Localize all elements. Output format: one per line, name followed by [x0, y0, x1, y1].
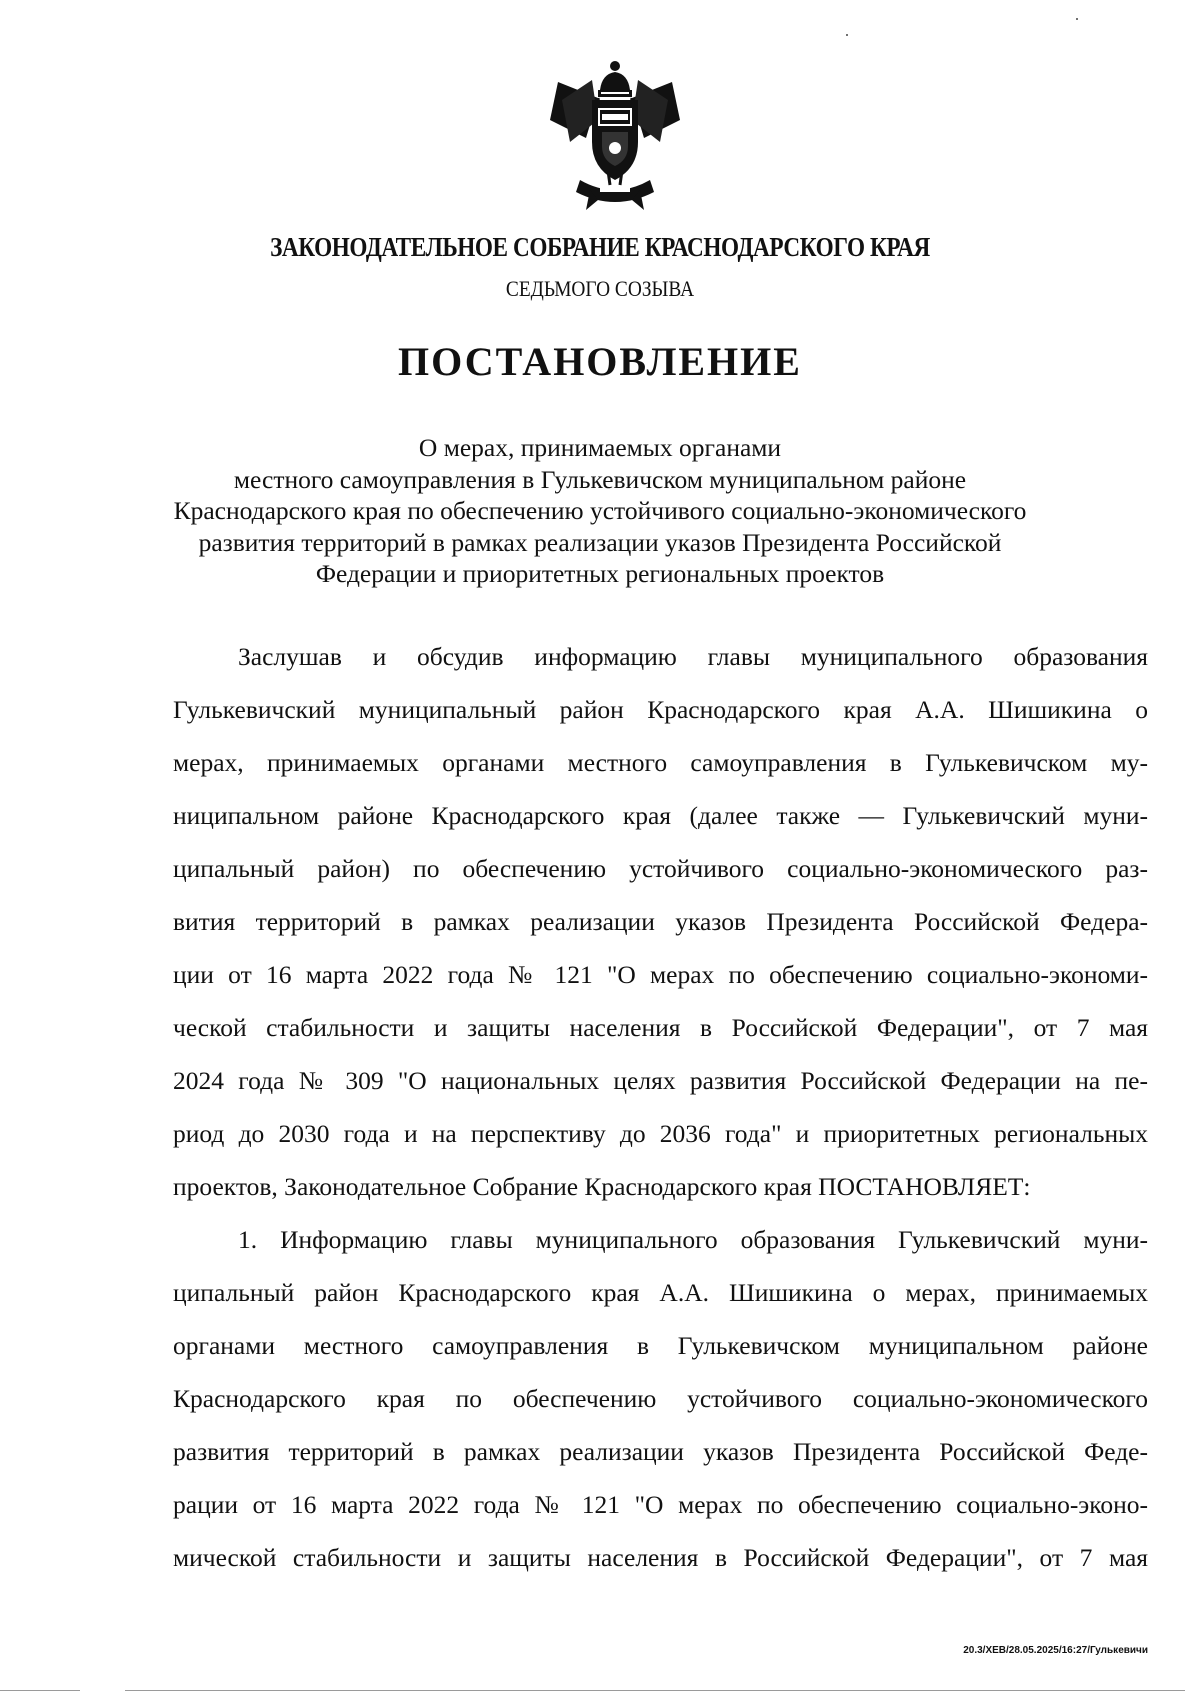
body-line: 1. Информацию главы муниципального образования Гулькевичский муни-	[238, 1225, 1148, 1254]
body-line: рации от 16 марта 2022 года № 121 "О мерах по обеспечению социально-эконо-	[173, 1490, 1148, 1519]
body-line: ципальный район Краснодарского края А.А. Шишикина о мерах, принимаемых	[173, 1278, 1148, 1307]
subject-line: О мерах, принимаемых органами	[418, 433, 782, 462]
body-line: вития территорий в рамках реализации указов Президента Российской Федера-	[173, 907, 1148, 936]
subject-line: развития территорий в рамках реализации указов Президента Российской	[198, 527, 1002, 557]
body-line: Заслушав и обсудив информацию главы муниципального образования	[238, 642, 1148, 671]
body-line: органами местного самоуправления в Гулькевичском муниципальном районе	[173, 1331, 1148, 1360]
body-line: ции от 16 марта 2022 года № 121 "О мерах по обеспечению социально-экономи-	[173, 960, 1148, 989]
resolution-body	[173, 630, 1148, 1584]
body-line: ципальный район) по обеспечению устойчивого социально-экономического раз-	[173, 854, 1148, 883]
body-line: ниципальном районе Краснодарского края (далее также — Гулькевичский муни-	[173, 801, 1148, 830]
subject-line: Краснодарского края по обеспечению устойчивого социально-экономического	[173, 496, 1027, 525]
body-line: ческой стабильности и защиты населения в Российской Федерации", от 7 мая	[173, 1013, 1148, 1042]
body-line: мерах, принимаемых органами местного самоуправления в Гулькевичском му-	[173, 748, 1148, 777]
body-line: риод до 2030 года и на перспективу до 2036 года" и приоритетных региональных	[173, 1119, 1148, 1148]
body-line: развития территорий в рамках реализации указов Президента Российской Феде-	[173, 1437, 1148, 1466]
organization-title: ЗАКОНОДАТЕЛЬНОЕ СОБРАНИЕ КРАСНОДАРСКОГО КРАЯ	[270, 232, 930, 262]
document-type-title: ПОСТАНОВЛЕНИЕ	[398, 339, 802, 384]
scan-speck	[1076, 18, 1078, 20]
convocation-subtitle: СЕДЬМОГО СОЗЫВА	[505, 276, 695, 301]
krasnodar-coat-of-arms-icon	[540, 50, 690, 215]
registration-code: 20.3/ХЕВ/28.05.2025/16:27/Гулькевичи	[963, 1645, 1148, 1656]
body-line: Краснодарского края по обеспечению устойчивого социально-экономического	[173, 1384, 1148, 1413]
scan-edge-line	[125, 1690, 1185, 1691]
body-line: 2024 года № 309 "О национальных целях развития Российской Федерации на пе-	[173, 1066, 1148, 1095]
body-line: мической стабильности и защиты населения в Российской Федерации", от 7 мая	[173, 1543, 1148, 1572]
scan-speck	[846, 34, 848, 36]
scan-edge-line	[0, 1690, 80, 1691]
body-line: Гулькевичский муниципальный район Краснодарского края А.А. Шишикина о	[173, 695, 1148, 724]
subject-line: местного самоуправления в Гулькевичском муниципальном районе	[233, 464, 967, 494]
subject-line: Федерации и приоритетных региональных проектов	[315, 559, 885, 588]
body-line: проектов, Законодательное Собрание Краснодарского края ПОСТАНОВЛЯЕТ:	[173, 1172, 1031, 1201]
resolution-subject	[100, 432, 1100, 590]
